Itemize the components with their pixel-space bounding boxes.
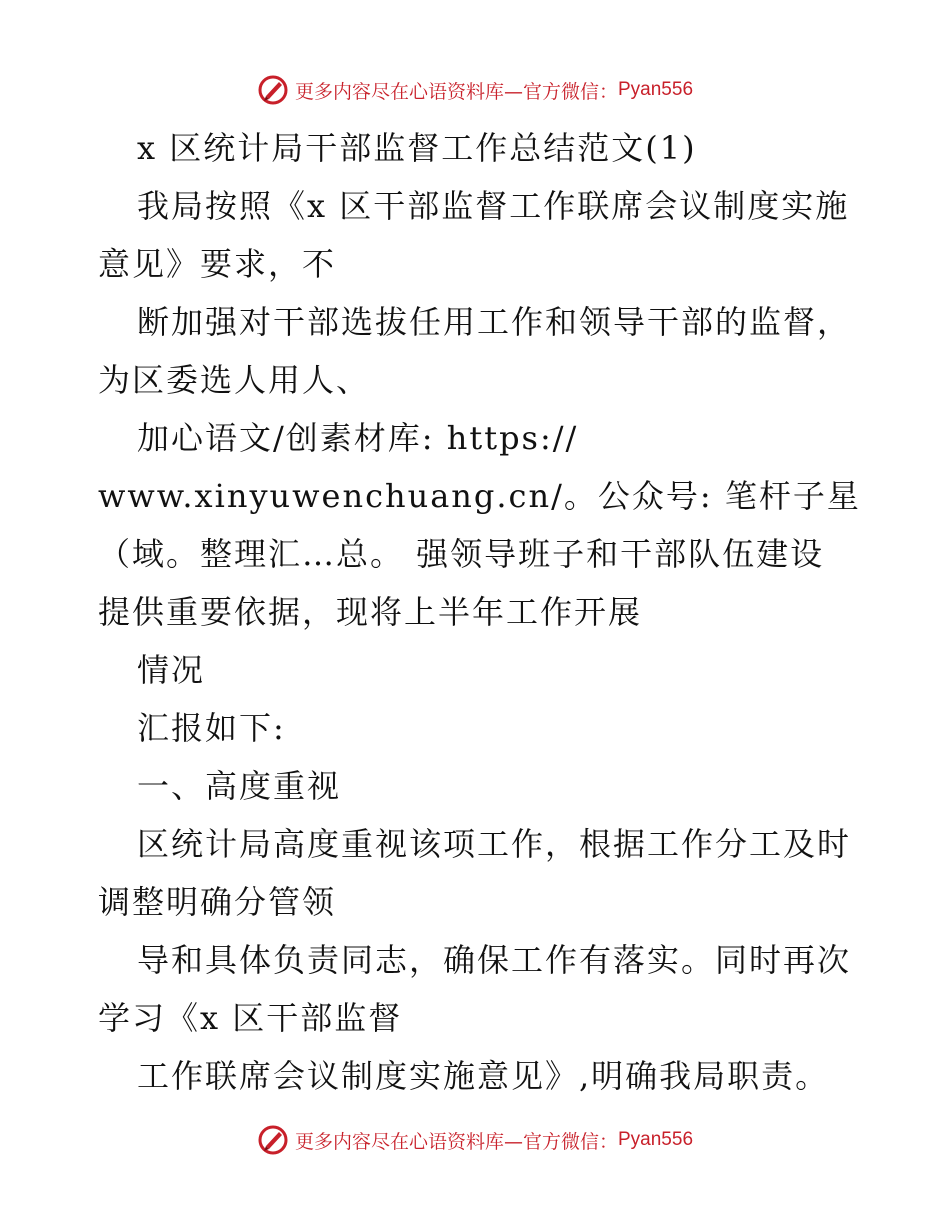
section-heading: 一、高度重视 <box>137 767 342 805</box>
doc-line: 导和具体负责同志，确保工作有落实。同时再次 <box>137 941 852 979</box>
doc-line: 断加强对干部选拔任用工作和领导干部的监督， <box>137 303 852 341</box>
doc-line: 调整明确分管领 <box>98 883 337 921</box>
doc-line: www.xinyuwenchuang.cn/。公众号: 笔杆子星 <box>98 477 861 515</box>
doc-line: 汇报如下: <box>137 709 286 747</box>
doc-line: 区统计局高度重视该项工作，根据工作分工及时 <box>137 825 852 863</box>
doc-line: 为区委选人用人、 <box>98 361 371 399</box>
doc-line: 我局按照《x 区干部监督工作联席会议制度实施 <box>137 187 850 225</box>
footer-banner <box>0 1120 950 1160</box>
doc-line: 提供重要依据，现将上半年工作开展 <box>98 593 643 631</box>
doc-line: 意见》要求，不 <box>98 245 337 283</box>
header-banner <box>0 70 950 110</box>
banner-wechat-id: Pyan556 <box>618 79 694 100</box>
banner-wechat-id: Pyan556 <box>618 1129 694 1150</box>
brand-logo-icon <box>257 1124 289 1156</box>
doc-line: 情况 <box>137 651 206 689</box>
doc-line: 学习《x 区干部监督 <box>98 999 403 1037</box>
doc-title: x 区统计局干部监督工作总结范文(1) <box>137 129 697 167</box>
brand-logo-icon <box>257 74 289 106</box>
banner-text: 更多内容尽在心语资料库—官方微信： <box>294 1130 618 1153</box>
doc-line: 加心语文/创素材库: https:// <box>137 419 579 457</box>
doc-line: 工作联席会议制度实施意见》,明确我局职责。 <box>137 1057 830 1095</box>
banner-text: 更多内容尽在心语资料库—官方微信： <box>294 80 618 103</box>
doc-line: （域。整理汇…总。 强领导班子和干部队伍建设 <box>98 535 825 573</box>
